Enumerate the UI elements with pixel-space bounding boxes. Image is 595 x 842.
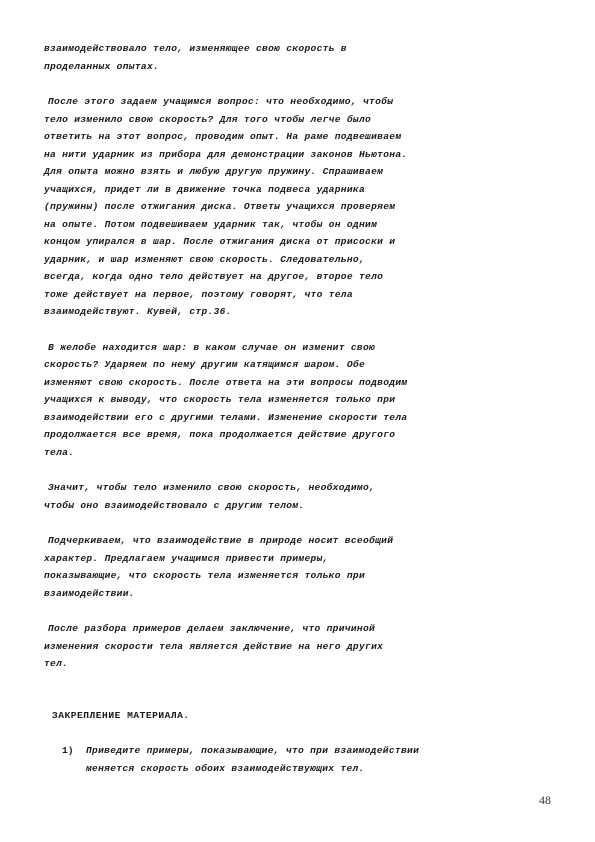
section-title: ЗАКРЕПЛЕНИЕ МАТЕРИАЛА. — [52, 709, 190, 721]
paragraph-5: Подчеркиваем, что взаимодействие в природе носит всеобщий характер. Предлагаем учащимся привести примеры, показывающие, что скорость тела изменяется только при взаимодействии. — [44, 535, 394, 599]
list-item — [44, 742, 559, 777]
list-item-number: 1) — [62, 745, 74, 756]
page-content — [44, 40, 559, 777]
paragraph-4: Значит, чтобы тело изменило свою скорость, необходимо, чтобы оно взаимодействовало с другим телом. — [44, 482, 376, 511]
list-item-text: Приведите примеры, показывающие, что при взаимодействии меняется скорость обоих взаимодействующих тел. — [86, 745, 420, 774]
paragraph-6: После разбора примеров делаем заключение, что причиной изменения скорости тела является действие на него других тел. — [44, 623, 384, 669]
paragraph-3: В желобе находится шар: в каком случае он изменит свою скорость? Ударяем по нему другим катящимся шаром. Обе изменяют свою скорость. После ответа на эти вопросы подводим учащихся к выводу, что скорость тела изменяется только при взаимодействии его с другими телами. Изменение скорости тела продолжается все время, пока продолжается действие другого тела. — [44, 341, 408, 458]
page-number: 48 — [539, 793, 551, 807]
exercise-list — [44, 742, 559, 777]
paragraph-2: После этого задаем учащимся вопрос: что необходимо, чтобы тело изменило свою скорость? Для того чтобы легче было ответить на этот вопрос, проводим опыт. На раме подвешиваем на нити ударник из прибора для демонстрации законов Ньютона. Для опыта можно взять и любую другую пружину. Спрашиваем учащихся, придет ли в движение точка подвеса ударника (пружины) после отжигания диска. Ответы учащихся проверяем на опыте. Потом подвешиваем ударник так, чтобы он одним концом упирался в шар. После отжигания диска от присоски и ударник, и шар изменяют свою скорость. Следовательно, всегда, когда одно тело действует на другое, второе тело тоже действует на первое, поэтому говорят, что тела взаимодействуют. Кувей, стр.36. — [44, 96, 408, 317]
paragraph-1: взаимодействовало тело, изменяющее свою скорость в проделанных опытах. — [44, 43, 347, 72]
